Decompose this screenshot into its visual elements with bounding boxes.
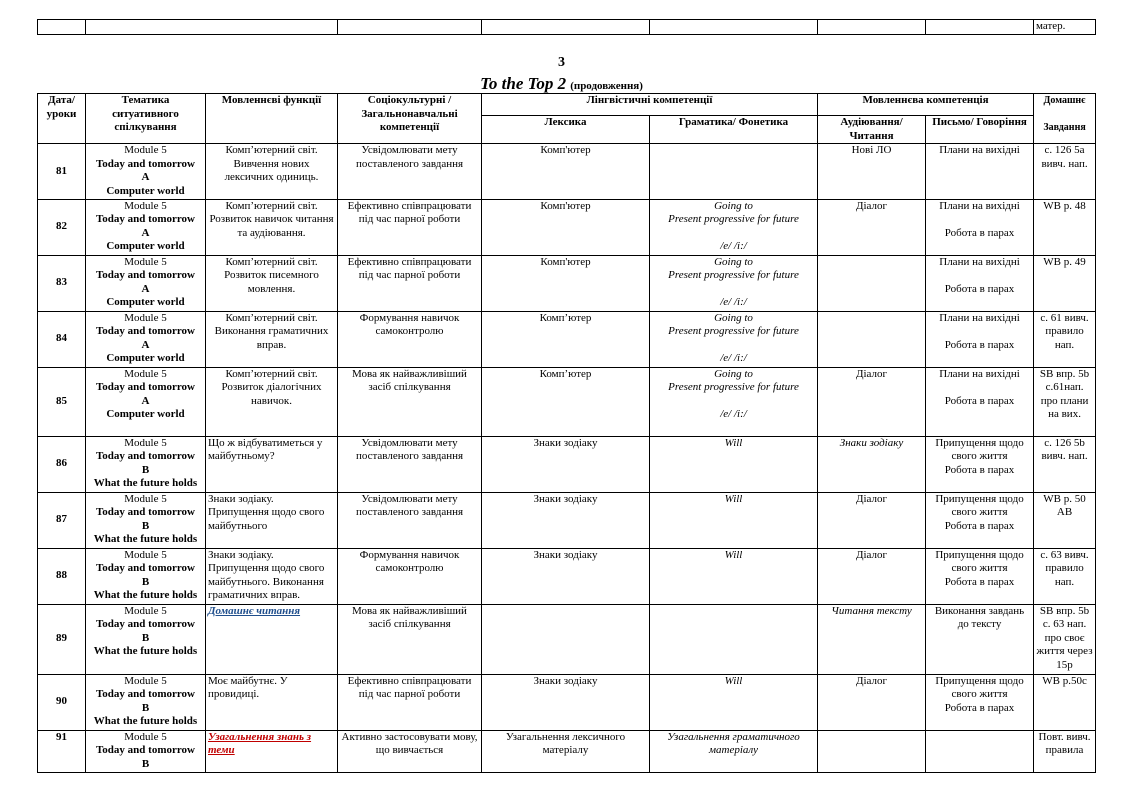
sociocultural-text: Ефективно співпрацювати під час парної роботи bbox=[347, 255, 472, 282]
lesson-number: 87 bbox=[38, 492, 86, 548]
function-text: Моє майбутнє. У провидиці. bbox=[208, 674, 288, 701]
grammar-line1: Going to bbox=[714, 255, 753, 268]
sociocultural-cell bbox=[338, 311, 482, 367]
unit-letter: A bbox=[141, 226, 150, 239]
sociocultural-cell bbox=[338, 255, 482, 311]
topic-cell bbox=[86, 492, 206, 548]
lesson-number: 89 bbox=[38, 604, 86, 674]
unit-subtitle: What the future holds bbox=[93, 715, 198, 728]
phonetics: /e/ /i:/ bbox=[720, 408, 747, 421]
unit-letter: A bbox=[141, 338, 150, 351]
homework-cell bbox=[1034, 144, 1096, 199]
sociocultural-cell bbox=[338, 199, 482, 255]
lesson-plan-table bbox=[37, 93, 1096, 773]
table-row bbox=[38, 144, 1096, 199]
lexis-text: Комп'ютер bbox=[540, 255, 591, 268]
strip-cell bbox=[38, 20, 86, 35]
unit-title: Today and tomorrow bbox=[95, 618, 196, 631]
function-cell bbox=[206, 436, 338, 492]
lesson-number: 83 bbox=[38, 255, 86, 311]
function-text: Домашнє читання bbox=[208, 604, 301, 617]
grammar-cell bbox=[650, 436, 818, 492]
grammar-line1: Узагальнення граматичного матеріалу bbox=[667, 730, 800, 757]
grammar-line2: Present progressive for future bbox=[668, 325, 799, 338]
homework-text: с. 126 5b вивч. нап. bbox=[1041, 436, 1088, 463]
unit-letter: A bbox=[141, 171, 150, 184]
unit-subtitle: What the future holds bbox=[93, 533, 198, 546]
sociocultural-cell bbox=[338, 548, 482, 604]
lexis-text: Знаки зодіаку bbox=[533, 674, 598, 687]
grammar-line2: Present progressive for future bbox=[668, 381, 799, 394]
unit-letter: B bbox=[141, 701, 150, 714]
header-grammar: Граматика/ Фонетика bbox=[650, 116, 818, 144]
lexis-text: Узагальнення лексичного матеріалу bbox=[505, 730, 626, 757]
lexis-cell bbox=[482, 367, 650, 436]
sociocultural-cell bbox=[338, 730, 482, 772]
writing-line2: Робота в парах bbox=[944, 575, 1015, 588]
header-speech-functions: Мовленнєві функції bbox=[206, 94, 338, 144]
module-label: Module 5 bbox=[124, 604, 167, 617]
writing-line1: Плани на вихідні bbox=[939, 144, 1020, 157]
strip-cell bbox=[650, 20, 818, 35]
lexis-cell bbox=[482, 674, 650, 730]
sociocultural-text: Активно застосовувати мову, що вивчається bbox=[341, 730, 478, 757]
writing-cell bbox=[926, 199, 1034, 255]
grammar-cell bbox=[650, 548, 818, 604]
function-cell bbox=[206, 604, 338, 674]
title-main: To the Top 2 bbox=[480, 74, 567, 93]
writing-line1: Припущення щодо свого життя bbox=[935, 548, 1024, 575]
strip-cell bbox=[338, 20, 482, 35]
sociocultural-cell bbox=[338, 492, 482, 548]
homework-text: WB p. 50 AB bbox=[1043, 492, 1086, 519]
listening-cell bbox=[818, 436, 926, 492]
grammar-cell bbox=[650, 674, 818, 730]
writing-line2: Робота в парах bbox=[944, 519, 1015, 532]
lexis-cell bbox=[482, 144, 650, 199]
sociocultural-text: Мова як найважливіший засіб спілкування bbox=[352, 367, 467, 394]
sociocultural-text: Усвідомлювати мету поставленого завдання bbox=[355, 144, 464, 170]
header-listening: Аудіювання/ Читання bbox=[818, 116, 926, 144]
function-cell bbox=[206, 199, 338, 255]
unit-subtitle: Computer world bbox=[106, 352, 185, 365]
writing-cell bbox=[926, 674, 1034, 730]
unit-title: Today and tomorrow bbox=[95, 562, 196, 575]
sociocultural-text: Усвідомлювати мету поставленого завдання bbox=[355, 436, 464, 463]
table-row bbox=[38, 367, 1096, 436]
lesson-number: 85 bbox=[38, 367, 86, 436]
unit-title: Today and tomorrow bbox=[95, 450, 196, 463]
homework-text: WB p.50c bbox=[1042, 674, 1087, 687]
unit-letter: B bbox=[141, 757, 150, 770]
table-row bbox=[38, 604, 1096, 674]
module-label: Module 5 bbox=[124, 436, 167, 449]
table-row bbox=[38, 674, 1096, 730]
homework-cell bbox=[1034, 492, 1096, 548]
lexis-cell bbox=[482, 436, 650, 492]
topic-cell bbox=[86, 730, 206, 772]
lexis-text: Комп'ютер bbox=[540, 199, 591, 212]
writing-line2: Робота в парах bbox=[944, 338, 1015, 351]
homework-text: Повт. вивч. правила bbox=[1038, 730, 1091, 757]
unit-title: Today and tomorrow bbox=[95, 213, 196, 226]
listening-cell bbox=[818, 199, 926, 255]
table-row bbox=[38, 548, 1096, 604]
module-label: Module 5 bbox=[124, 255, 167, 268]
topic-cell bbox=[86, 144, 206, 199]
unit-letter: A bbox=[141, 282, 150, 295]
topic-cell bbox=[86, 199, 206, 255]
homework-text: с. 61 вивч. правило нап. bbox=[1040, 311, 1089, 351]
header-homework-line2: Завдання bbox=[1043, 122, 1086, 134]
homework-cell bbox=[1034, 436, 1096, 492]
unit-subtitle: Computer world bbox=[106, 408, 185, 421]
grammar-cell bbox=[650, 492, 818, 548]
writing-line1: Плани на вихідні bbox=[939, 255, 1020, 268]
grammar-cell bbox=[650, 144, 818, 199]
listening-text: Діалог bbox=[855, 548, 888, 561]
topic-cell bbox=[86, 604, 206, 674]
sociocultural-text: Мова як найважливіший засіб спілкування bbox=[352, 604, 467, 631]
page-number: 3 bbox=[558, 55, 565, 70]
writing-cell bbox=[926, 255, 1034, 311]
lexis-cell bbox=[482, 311, 650, 367]
lesson-number: 82 bbox=[38, 199, 86, 255]
lexis-text: Комп’ютер bbox=[539, 367, 592, 380]
homework-text: с. 126 5а вивч. нап. bbox=[1041, 144, 1088, 170]
unit-letter: B bbox=[141, 575, 150, 588]
grammar-line1: Will bbox=[724, 674, 743, 687]
unit-subtitle: Computer world bbox=[106, 184, 185, 197]
writing-cell bbox=[926, 436, 1034, 492]
table-row bbox=[38, 311, 1096, 367]
function-text: Комп’ютерний світ. Вивчення нових лексичних одиниць. bbox=[224, 144, 319, 184]
function-cell bbox=[206, 548, 338, 604]
homework-cell bbox=[1034, 548, 1096, 604]
grammar-line2: Present progressive for future bbox=[668, 269, 799, 282]
header-linguistic: Лінгвістичні компетенції bbox=[482, 94, 818, 116]
grammar-cell bbox=[650, 604, 818, 674]
strip-cell bbox=[86, 20, 338, 35]
grammar-cell bbox=[650, 255, 818, 311]
homework-cell bbox=[1034, 199, 1096, 255]
lexis-text: Знаки зодіаку bbox=[533, 492, 598, 505]
topic-cell bbox=[86, 367, 206, 436]
homework-cell bbox=[1034, 367, 1096, 436]
lexis-cell bbox=[482, 548, 650, 604]
function-text: Знаки зодіаку. Припущення щодо свого майбутнього. Виконання граматичних вправ. bbox=[208, 548, 325, 602]
strip-cell bbox=[926, 20, 1034, 35]
homework-text: WB p. 48 bbox=[1043, 199, 1086, 212]
listening-text: Знаки зодіаку bbox=[839, 436, 904, 449]
function-cell bbox=[206, 255, 338, 311]
sociocultural-text: Ефективно співпрацювати під час парної роботи bbox=[347, 674, 472, 701]
function-text: Комп’ютерний світ. Розвиток навичок читання та аудіювання. bbox=[209, 199, 334, 239]
lexis-cell bbox=[482, 255, 650, 311]
sociocultural-cell bbox=[338, 367, 482, 436]
grammar-line1: Going to bbox=[714, 367, 753, 380]
grammar-cell bbox=[650, 367, 818, 436]
unit-letter: B bbox=[141, 463, 150, 476]
strip-cell bbox=[818, 20, 926, 35]
unit-title: Today and tomorrow bbox=[95, 269, 196, 282]
sociocultural-cell bbox=[338, 604, 482, 674]
unit-subtitle: What the future holds bbox=[93, 645, 198, 658]
header-sociocultural: Соціокультурні / Загальнонавчальні компетенції bbox=[338, 94, 482, 144]
writing-line2: Робота в парах bbox=[944, 463, 1015, 476]
module-label: Module 5 bbox=[124, 199, 167, 212]
topic-cell bbox=[86, 436, 206, 492]
header-date: Дата/ уроки bbox=[38, 94, 86, 144]
lesson-number: 86 bbox=[38, 436, 86, 492]
writing-line2: Робота в парах bbox=[944, 226, 1015, 239]
grammar-cell bbox=[650, 730, 818, 772]
homework-text: SB впр. 5b с. 63 нап. про своє життя через 15р bbox=[1036, 604, 1093, 671]
listening-cell bbox=[818, 311, 926, 367]
unit-title: Today and tomorrow bbox=[95, 688, 196, 701]
unit-title: Today and tomorrow bbox=[95, 157, 196, 170]
unit-title: Today and tomorrow bbox=[95, 506, 196, 519]
homework-text: SB впр. 5b с.61нап. про плани на вих. bbox=[1039, 367, 1090, 421]
unit-title: Today and tomorrow bbox=[95, 744, 196, 757]
writing-line1: Припущення щодо свого життя bbox=[935, 674, 1024, 701]
function-text: Знаки зодіаку. Припущення щодо свого майбутнього bbox=[208, 492, 325, 532]
listening-cell bbox=[818, 367, 926, 436]
homework-cell bbox=[1034, 311, 1096, 367]
unit-title: Today and tomorrow bbox=[95, 325, 196, 338]
homework-cell bbox=[1034, 255, 1096, 311]
lesson-number: 81 bbox=[38, 144, 86, 199]
grammar-cell bbox=[650, 311, 818, 367]
table-row bbox=[38, 436, 1096, 492]
function-cell bbox=[206, 730, 338, 772]
phonetics: /e/ /i:/ bbox=[720, 352, 747, 365]
listening-text: Діалог bbox=[855, 199, 888, 212]
function-cell bbox=[206, 311, 338, 367]
module-label: Module 5 bbox=[124, 674, 167, 687]
writing-cell bbox=[926, 311, 1034, 367]
function-cell bbox=[206, 144, 338, 199]
topic-cell bbox=[86, 548, 206, 604]
listening-cell bbox=[818, 144, 926, 199]
listening-cell bbox=[818, 730, 926, 772]
writing-line1: Виконання завдань до тексту bbox=[934, 604, 1025, 631]
homework-cell bbox=[1034, 674, 1096, 730]
lesson-number: 91 bbox=[38, 730, 86, 772]
header-topic: Тематика ситуативного спілкування bbox=[86, 94, 206, 144]
module-label: Module 5 bbox=[124, 311, 167, 324]
function-text: Що ж відбуватиметься у майбутньому? bbox=[208, 436, 323, 463]
listening-text: Діалог bbox=[855, 492, 888, 505]
function-text: Комп’ютерний світ. Розвиток писемного мовлення. bbox=[224, 255, 319, 295]
writing-line2: Робота в парах bbox=[944, 701, 1015, 714]
listening-text: Діалог bbox=[855, 367, 888, 380]
module-label: Module 5 bbox=[124, 367, 167, 380]
module-label: Module 5 bbox=[124, 492, 167, 505]
unit-title: Today and tomorrow bbox=[95, 381, 196, 394]
unit-subtitle: Computer world bbox=[106, 240, 185, 253]
writing-line1: Плани на вихідні bbox=[939, 199, 1020, 212]
writing-line1: Припущення щодо свого життя bbox=[935, 436, 1024, 463]
lesson-number: 90 bbox=[38, 674, 86, 730]
topic-cell bbox=[86, 255, 206, 311]
lexis-cell bbox=[482, 492, 650, 548]
writing-cell bbox=[926, 604, 1034, 674]
sociocultural-text: Усвідомлювати мету поставленого завдання bbox=[355, 492, 464, 519]
sociocultural-cell bbox=[338, 144, 482, 199]
module-label: Module 5 bbox=[124, 730, 167, 743]
listening-text: Діалог bbox=[855, 674, 888, 687]
function-text: Комп’ютерний світ. Розвиток діалогічних навичок. bbox=[221, 367, 322, 407]
table-row bbox=[38, 492, 1096, 548]
homework-cell bbox=[1034, 604, 1096, 674]
sociocultural-cell bbox=[338, 674, 482, 730]
grammar-cell bbox=[650, 199, 818, 255]
function-cell bbox=[206, 492, 338, 548]
writing-line2: Робота в парах bbox=[944, 394, 1015, 407]
function-text: Узагальнення знань з теми bbox=[208, 730, 312, 757]
grammar-line1: Going to bbox=[714, 199, 753, 212]
strip-cell bbox=[482, 20, 650, 35]
writing-cell bbox=[926, 367, 1034, 436]
listening-cell bbox=[818, 548, 926, 604]
function-cell bbox=[206, 367, 338, 436]
writing-cell bbox=[926, 492, 1034, 548]
writing-cell bbox=[926, 730, 1034, 772]
grammar-line1: Will bbox=[724, 492, 743, 505]
listening-cell bbox=[818, 492, 926, 548]
listening-text: Нові ЛО bbox=[851, 144, 892, 157]
listening-cell bbox=[818, 604, 926, 674]
lexis-cell bbox=[482, 199, 650, 255]
table-row bbox=[38, 730, 1096, 772]
homework-cell bbox=[1034, 730, 1096, 772]
page-title bbox=[0, 74, 1123, 94]
lesson-number: 84 bbox=[38, 311, 86, 367]
writing-cell bbox=[926, 144, 1034, 199]
header-speech-competence: Мовленнєва компетенція bbox=[818, 94, 1034, 116]
topic-cell bbox=[86, 311, 206, 367]
sociocultural-text: Ефективно співпрацювати під час парної роботи bbox=[347, 199, 472, 226]
lexis-cell bbox=[482, 730, 650, 772]
lexis-text: Комп'ютер bbox=[540, 144, 591, 157]
lesson-number: 88 bbox=[38, 548, 86, 604]
table-row bbox=[38, 255, 1096, 311]
listening-text: Читання тексту bbox=[831, 604, 912, 617]
unit-letter: A bbox=[141, 394, 150, 407]
grammar-line2: Present progressive for future bbox=[668, 213, 799, 226]
writing-line2: Робота в парах bbox=[944, 282, 1015, 295]
writing-cell bbox=[926, 548, 1034, 604]
header-lexis: Лексика bbox=[482, 116, 650, 144]
lexis-text: Знаки зодіаку bbox=[533, 436, 598, 449]
unit-subtitle: Computer world bbox=[106, 296, 185, 309]
header-homework-line1: Домашнє bbox=[1043, 95, 1086, 106]
previous-table-strip bbox=[37, 19, 1096, 35]
listening-cell bbox=[818, 674, 926, 730]
lexis-text: Знаки зодіаку bbox=[533, 548, 598, 561]
phonetics: /e/ /i:/ bbox=[720, 240, 747, 253]
unit-letter: B bbox=[141, 631, 150, 644]
title-sub: (продовження) bbox=[570, 80, 643, 92]
lexis-text: Комп’ютер bbox=[539, 311, 592, 324]
unit-subtitle: What the future holds bbox=[93, 589, 198, 602]
function-text: Комп’ютерний світ. Виконання граматичних вправ. bbox=[214, 311, 329, 351]
header-homework bbox=[1034, 94, 1096, 144]
unit-subtitle: What the future holds bbox=[93, 477, 198, 490]
header-writing: Письмо/ Говоріння bbox=[926, 116, 1034, 144]
module-label: Module 5 bbox=[124, 144, 167, 157]
table-row bbox=[38, 199, 1096, 255]
lexis-cell bbox=[482, 604, 650, 674]
grammar-line1: Going to bbox=[714, 311, 753, 324]
module-label: Module 5 bbox=[124, 548, 167, 561]
homework-text: WB p. 49 bbox=[1043, 255, 1086, 268]
homework-text: с. 63 вивч. правило нап. bbox=[1040, 548, 1089, 588]
sociocultural-text: Формування навичок самоконтролю bbox=[359, 311, 460, 338]
sociocultural-cell bbox=[338, 436, 482, 492]
phonetics: /e/ /i:/ bbox=[720, 296, 747, 309]
topic-cell bbox=[86, 674, 206, 730]
writing-line1: Плани на вихідні bbox=[939, 367, 1020, 380]
grammar-line1: Will bbox=[724, 548, 743, 561]
function-cell bbox=[206, 674, 338, 730]
writing-line1: Припущення щодо свого життя bbox=[935, 492, 1024, 519]
strip-last-cell: матер. bbox=[1034, 20, 1096, 35]
unit-letter: B bbox=[141, 519, 150, 532]
writing-line1: Плани на вихідні bbox=[939, 311, 1020, 324]
grammar-line1: Will bbox=[724, 436, 743, 449]
listening-cell bbox=[818, 255, 926, 311]
sociocultural-text: Формування навичок самоконтролю bbox=[359, 548, 460, 575]
